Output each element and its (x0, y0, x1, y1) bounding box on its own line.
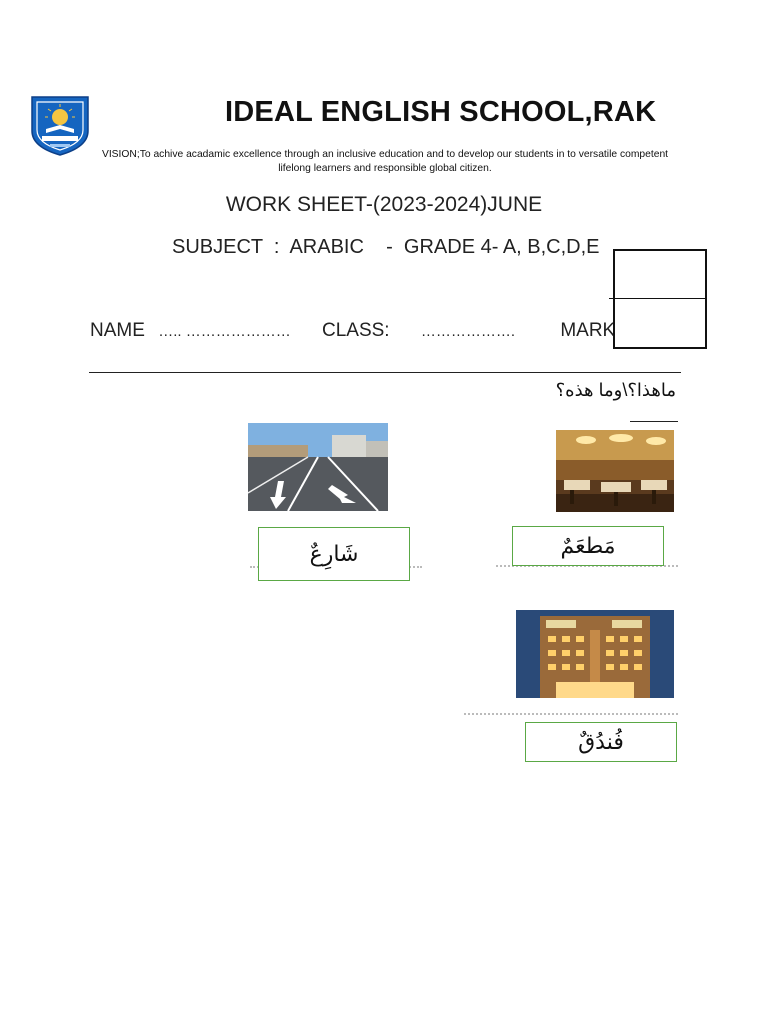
answer-line-hotel (464, 713, 678, 715)
word-box-restaurant: مَطعَمٌ (512, 526, 664, 566)
worksheet-title: WORK SHEET-(2023-2024)JUNE (225, 193, 543, 216)
name-label: NAME (90, 320, 145, 341)
section-divider (89, 372, 681, 373)
class-label: CLASS: (321, 320, 390, 341)
hotel-photo (516, 610, 674, 698)
mark-box[interactable] (613, 249, 707, 349)
student-info-line (90, 320, 615, 342)
vision-statement: VISION;To achive acadamic excellence through an inclusive education and to develop our students in to versatile competent lifelong learners and responsible global citizen. (101, 149, 669, 174)
school-crest-icon (28, 93, 92, 157)
mark-label: MARK (560, 320, 616, 341)
name-blank[interactable]: ….. ………………… (158, 323, 291, 340)
class-blank[interactable]: ………………. (420, 323, 516, 340)
question-underline (630, 421, 678, 422)
street-photo (248, 423, 388, 511)
word-box-hotel: فُندُقٌ (525, 722, 677, 762)
school-name: IDEAL ENGLISH SCHOOL,RAK (225, 96, 657, 128)
question-prompt: ماهذا؟\وما هذه؟ (555, 380, 676, 400)
subject-line: SUBJECT : ARABIC - GRADE 4- A, B,C,D,E (172, 236, 600, 258)
word-box-street: شَارِعٌ (258, 527, 410, 581)
restaurant-photo (556, 430, 674, 512)
mark-box-divider (609, 298, 707, 299)
